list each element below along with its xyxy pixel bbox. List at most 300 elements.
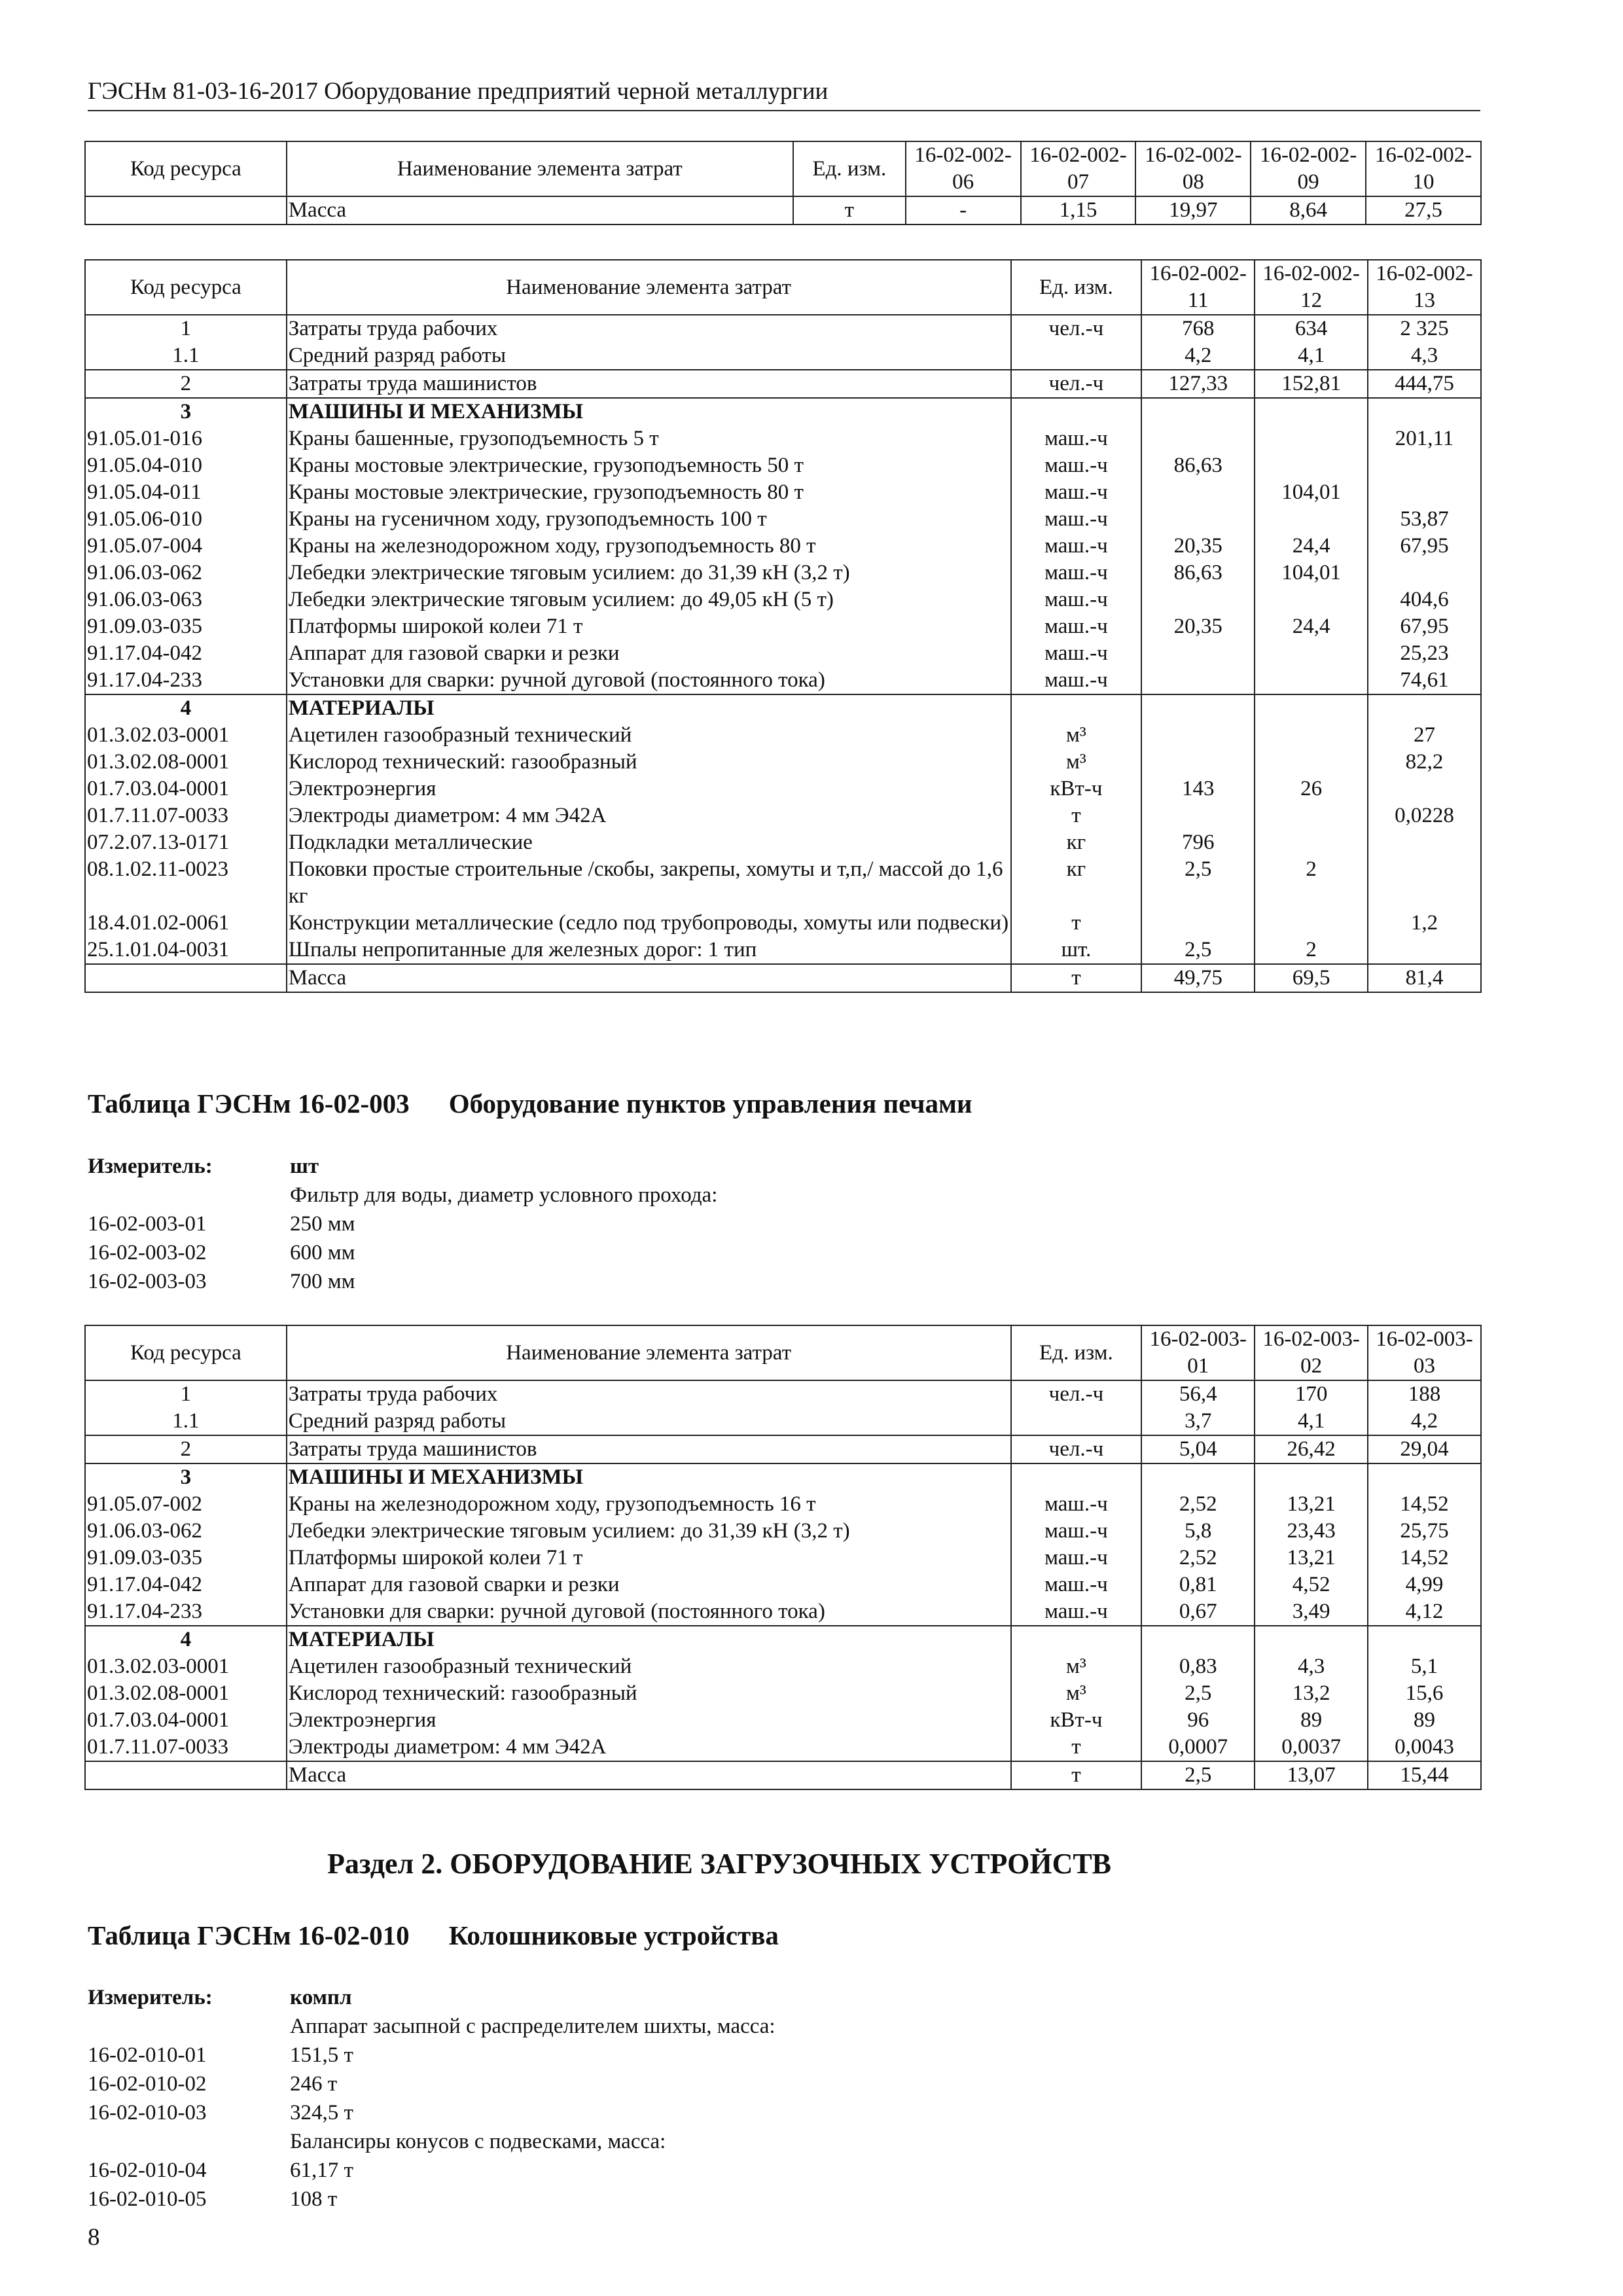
row-value: 20,35 <box>1141 613 1255 640</box>
row-value <box>1368 452 1481 479</box>
norm-code <box>88 2012 290 2041</box>
row-code: 91.05.01-016 <box>85 425 287 452</box>
row-value: 2 325 <box>1368 315 1481 342</box>
table-row <box>85 586 1481 613</box>
row-value <box>1255 694 1368 722</box>
table-title-text: Оборудование пунктов управления печами <box>448 1088 972 1119</box>
table-row <box>85 910 1481 937</box>
measure-line <box>88 2185 776 2214</box>
row-code: 91.17.04-042 <box>85 1571 287 1598</box>
row-value <box>1141 398 1255 425</box>
table-row <box>85 964 1481 992</box>
col-header-value: 16-02-003-01 <box>1141 1325 1255 1380</box>
row-unit: маш.-ч <box>1011 1545 1142 1571</box>
row-code: 01.7.03.04-0001 <box>85 1707 287 1734</box>
row-code: 1 <box>85 315 287 342</box>
norm-code: 16-02-010-01 <box>88 2043 207 2067</box>
row-value: 201,11 <box>1368 425 1481 452</box>
norm-description: 600 мм <box>290 1241 355 1265</box>
col-header-unit: Ед. изм. <box>1011 260 1142 315</box>
row-value: 0,0043 <box>1368 1734 1481 1761</box>
table-row <box>85 1653 1481 1680</box>
row-unit: кг <box>1011 856 1142 910</box>
row-unit: кВт-ч <box>1011 1707 1142 1734</box>
col-header-value: 16-02-003-03 <box>1368 1325 1481 1380</box>
row-code: 01.7.11.07-0033 <box>85 1734 287 1761</box>
row-unit: маш.-ч <box>1011 1598 1142 1626</box>
row-value: 2 <box>1255 937 1368 964</box>
row-unit: кг <box>1011 829 1142 856</box>
norm-code <box>88 2127 290 2156</box>
col-header-value: 16-02-002-07 <box>1021 141 1136 196</box>
norm-description: 324,5 т <box>290 2101 353 2125</box>
table-row <box>85 1408 1481 1435</box>
row-name: Электроды диаметром: 4 мм Э42А <box>287 1734 1011 1761</box>
row-value: 27,5 <box>1366 196 1481 224</box>
row-value <box>1141 667 1255 694</box>
row-name: Платформы широкой колеи 71 т <box>287 613 1011 640</box>
table-row <box>85 1435 1481 1463</box>
row-value <box>1255 452 1368 479</box>
measure-line <box>88 2098 776 2127</box>
row-code: 01.3.02.08-0001 <box>85 1680 287 1707</box>
row-value <box>1141 640 1255 667</box>
col-header-code: Код ресурса <box>85 1325 287 1380</box>
row-value: 2 <box>1255 856 1368 910</box>
row-unit: м³ <box>1011 749 1142 776</box>
row-value: 96 <box>1141 1707 1255 1734</box>
row-name: Шпалы непропитанные для железных дорог: 1 тип <box>287 937 1011 964</box>
table-row <box>85 560 1481 586</box>
row-value <box>1255 829 1368 856</box>
row-value: 89 <box>1255 1707 1368 1734</box>
row-value: 13,21 <box>1255 1491 1368 1518</box>
row-unit: маш.-ч <box>1011 1518 1142 1545</box>
measure-line <box>88 2156 776 2185</box>
row-value <box>1141 694 1255 722</box>
measure-label: Измеритель: <box>88 1155 213 1178</box>
row-value <box>1255 1626 1368 1653</box>
row-value <box>1255 1463 1368 1491</box>
row-code: 1.1 <box>85 342 287 370</box>
row-value: 26 <box>1255 776 1368 802</box>
table-row <box>85 1680 1481 1707</box>
row-name: Средний разряд работы <box>287 1408 1011 1435</box>
row-unit: маш.-ч <box>1011 452 1142 479</box>
row-value <box>1141 722 1255 749</box>
row-unit: маш.-ч <box>1011 560 1142 586</box>
row-name: Масса <box>287 1761 1011 1789</box>
row-value <box>1255 425 1368 452</box>
row-value: 82,2 <box>1368 749 1481 776</box>
norm-code: 16-02-010-04 <box>88 2159 207 2182</box>
row-value: 0,81 <box>1141 1571 1255 1598</box>
col-header-unit: Ед. изм. <box>793 141 906 196</box>
row-value <box>1141 910 1255 937</box>
row-unit: чел.-ч <box>1011 1380 1142 1408</box>
row-name: Электроды диаметром: 4 мм Э42А <box>287 802 1011 829</box>
row-value: 86,63 <box>1141 560 1255 586</box>
table-row <box>85 1626 1481 1653</box>
col-header-name: Наименование элемента затрат <box>287 260 1011 315</box>
row-value <box>1255 506 1368 533</box>
row-code: 08.1.02.11-0023 <box>85 856 287 910</box>
row-name: Установки для сварки: ручной дуговой (постоянного тока) <box>287 1598 1011 1626</box>
row-value: 0,0228 <box>1368 802 1481 829</box>
row-name: Конструкции металлические (седло под трубопроводы, хомуты или подвески) <box>287 910 1011 937</box>
row-value: 49,75 <box>1141 964 1255 992</box>
row-code: 4 <box>85 694 287 722</box>
row-value: 634 <box>1255 315 1368 342</box>
row-name: Аппарат для газовой сварки и резки <box>287 640 1011 667</box>
measure-line <box>88 1210 717 1238</box>
row-name: Краны мостовые электрические, грузоподъемность 80 т <box>287 479 1011 506</box>
section-title: Раздел 2. ОБОРУДОВАНИЕ ЗАГРУЗОЧНЫХ УСТРОЙСТВ <box>327 1848 1112 1880</box>
row-name: Подкладки металлические <box>287 829 1011 856</box>
row-value: 444,75 <box>1368 370 1481 398</box>
row-unit: м³ <box>1011 722 1142 749</box>
norm-code: 16-02-010-02 <box>88 2072 207 2096</box>
col-header-value: 16-02-002-12 <box>1255 260 1368 315</box>
row-code: 91.17.04-233 <box>85 1598 287 1626</box>
row-value <box>1368 856 1481 910</box>
row-name: Масса <box>287 964 1011 992</box>
table-row <box>85 694 1481 722</box>
col-header-value: 16-02-002-09 <box>1251 141 1366 196</box>
row-value: 53,87 <box>1368 506 1481 533</box>
table-16-02-002-11-13 <box>84 259 1482 993</box>
row-value: 404,6 <box>1368 586 1481 613</box>
col-header-value: 16-02-002-06 <box>906 141 1021 196</box>
row-unit: кВт-ч <box>1011 776 1142 802</box>
row-value: 56,4 <box>1141 1380 1255 1408</box>
row-value: 26,42 <box>1255 1435 1368 1463</box>
col-header-value: 16-02-002-11 <box>1141 260 1255 315</box>
row-unit: м³ <box>1011 1653 1142 1680</box>
row-unit: т <box>1011 910 1142 937</box>
row-value <box>1368 560 1481 586</box>
row-value: 104,01 <box>1255 560 1368 586</box>
table-title-16-02-010 <box>88 1920 779 1951</box>
table-16-02-003 <box>84 1325 1482 1790</box>
row-unit: маш.-ч <box>1011 479 1142 506</box>
table-row <box>85 613 1481 640</box>
measure-line <box>88 2012 776 2041</box>
measure-line <box>88 2127 776 2156</box>
row-value: 25,75 <box>1368 1518 1481 1545</box>
norm-code <box>88 1181 290 1210</box>
row-unit: т <box>1011 964 1142 992</box>
row-unit: маш.-ч <box>1011 1571 1142 1598</box>
row-unit <box>1011 694 1142 722</box>
table-row <box>85 452 1481 479</box>
row-code: 91.06.03-063 <box>85 586 287 613</box>
row-value: 152,81 <box>1255 370 1368 398</box>
row-name: Средний разряд работы <box>287 342 1011 370</box>
row-code: 91.06.03-062 <box>85 560 287 586</box>
norm-description: 151,5 т <box>290 2043 353 2067</box>
row-code: 91.05.07-002 <box>85 1491 287 1518</box>
row-value <box>1141 802 1255 829</box>
row-value: 69,5 <box>1255 964 1368 992</box>
measure-line <box>88 1181 717 1210</box>
table-row <box>85 506 1481 533</box>
row-value <box>1368 1626 1481 1653</box>
row-value <box>1368 776 1481 802</box>
row-unit: шт. <box>1011 937 1142 964</box>
row-code: 01.3.02.03-0001 <box>85 1653 287 1680</box>
measure-line <box>88 1267 717 1296</box>
row-value <box>1141 586 1255 613</box>
row-value: 5,8 <box>1141 1518 1255 1545</box>
table-row <box>85 479 1481 506</box>
row-value <box>1368 694 1481 722</box>
row-unit <box>1011 1626 1142 1653</box>
row-value: 27 <box>1368 722 1481 749</box>
row-value: 13,21 <box>1255 1545 1368 1571</box>
table-row <box>85 398 1481 425</box>
col-header-value: 16-02-003-02 <box>1255 1325 1368 1380</box>
row-value <box>1368 398 1481 425</box>
row-name: Затраты труда рабочих <box>287 1380 1011 1408</box>
norm-description: 108 т <box>290 2187 338 2211</box>
row-value <box>1141 1463 1255 1491</box>
row-unit <box>1011 1463 1142 1491</box>
row-value: 4,3 <box>1255 1653 1368 1680</box>
row-unit: т <box>793 196 906 224</box>
row-unit <box>1011 342 1142 370</box>
row-name: Лебедки электрические тяговым усилием: до 31,39 кН (3,2 т) <box>287 1518 1011 1545</box>
row-value: 4,1 <box>1255 1408 1368 1435</box>
row-value: 796 <box>1141 829 1255 856</box>
row-name: Масса <box>287 196 793 224</box>
table-row <box>85 342 1481 370</box>
row-value <box>1141 425 1255 452</box>
measure-label: Измеритель: <box>88 1986 213 2009</box>
row-code <box>85 1761 287 1789</box>
row-value <box>1255 640 1368 667</box>
row-code: 3 <box>85 398 287 425</box>
row-value: 13,2 <box>1255 1680 1368 1707</box>
table-row <box>85 1545 1481 1571</box>
row-name: Электроэнергия <box>287 776 1011 802</box>
row-code: 91.09.03-035 <box>85 1545 287 1571</box>
row-name: МАТЕРИАЛЫ <box>287 1626 1011 1653</box>
row-value: 0,83 <box>1141 1653 1255 1680</box>
row-value <box>1141 506 1255 533</box>
row-value: 24,4 <box>1255 613 1368 640</box>
table-row <box>85 1761 1481 1789</box>
table-row <box>85 1463 1481 1491</box>
row-name: МАТЕРИАЛЫ <box>287 694 1011 722</box>
row-value: 67,95 <box>1368 613 1481 640</box>
row-value: 19,97 <box>1135 196 1251 224</box>
row-value: 5,1 <box>1368 1653 1481 1680</box>
table-row <box>85 533 1481 560</box>
row-code: 4 <box>85 1626 287 1653</box>
table-row <box>85 1571 1481 1598</box>
row-unit: чел.-ч <box>1011 370 1142 398</box>
row-code: 91.06.03-062 <box>85 1518 287 1545</box>
row-name: Поковки простые строительные /скобы, закрепы, хомуты и т,п,/ массой до 1,6 кг <box>287 856 1011 910</box>
row-unit: маш.-ч <box>1011 1491 1142 1518</box>
row-value: 29,04 <box>1368 1435 1481 1463</box>
row-name: Кислород технический: газообразный <box>287 1680 1011 1707</box>
row-value: 1,2 <box>1368 910 1481 937</box>
col-header-value: 16-02-002-08 <box>1135 141 1251 196</box>
row-unit: маш.-ч <box>1011 425 1142 452</box>
table-row <box>85 802 1481 829</box>
row-unit: чел.-ч <box>1011 1435 1142 1463</box>
row-value <box>1255 722 1368 749</box>
row-value: 4,12 <box>1368 1598 1481 1626</box>
col-header-code: Код ресурса <box>85 141 287 196</box>
row-name: Кислород технический: газообразный <box>287 749 1011 776</box>
table-title-number: Таблица ГЭСНм 16-02-010 <box>88 1920 410 1950</box>
norm-code: 16-02-003-02 <box>88 1241 207 1265</box>
row-unit: маш.-ч <box>1011 506 1142 533</box>
table-row <box>85 667 1481 694</box>
row-name: Краны башенные, грузоподъемность 5 т <box>287 425 1011 452</box>
row-value: 5,04 <box>1141 1435 1255 1463</box>
row-value: 2,52 <box>1141 1491 1255 1518</box>
row-value <box>1255 910 1368 937</box>
norm-code: 16-02-010-05 <box>88 2187 207 2211</box>
row-code: 91.17.04-233 <box>85 667 287 694</box>
row-unit: маш.-ч <box>1011 667 1142 694</box>
row-value: 170 <box>1255 1380 1368 1408</box>
norm-description: 250 мм <box>290 1212 355 1236</box>
norm-code: 16-02-010-03 <box>88 2101 207 2125</box>
row-value: 0,0007 <box>1141 1734 1255 1761</box>
table-row <box>85 196 1481 224</box>
table-row <box>85 856 1481 910</box>
row-unit: маш.-ч <box>1011 533 1142 560</box>
row-value: 24,4 <box>1255 533 1368 560</box>
row-code: 25.1.01.04-0031 <box>85 937 287 964</box>
row-value: 81,4 <box>1368 964 1481 992</box>
row-value: 188 <box>1368 1380 1481 1408</box>
table-row <box>85 1491 1481 1518</box>
norm-description: Фильтр для воды, диаметр условного прохода: <box>290 1183 718 1207</box>
row-value <box>1368 479 1481 506</box>
row-value: 1,15 <box>1021 196 1136 224</box>
measure-block-003 <box>88 1152 717 1296</box>
measure-line <box>88 1238 717 1267</box>
norm-code: 16-02-003-01 <box>88 1212 207 1236</box>
table-row <box>85 1598 1481 1626</box>
measure-line <box>88 2041 776 2070</box>
row-unit: м³ <box>1011 1680 1142 1707</box>
table-title-16-02-003 <box>88 1088 972 1119</box>
row-value: 3,7 <box>1141 1408 1255 1435</box>
row-name: Ацетилен газообразный технический <box>287 722 1011 749</box>
row-value <box>1255 802 1368 829</box>
table-row <box>85 829 1481 856</box>
col-header-value: 16-02-002-13 <box>1368 260 1481 315</box>
col-header-code: Код ресурса <box>85 260 287 315</box>
table-title-text: Колошниковые устройства <box>448 1920 779 1950</box>
row-value: 13,07 <box>1255 1761 1368 1789</box>
norm-description: Аппарат засыпной с распределителем шихты, масса: <box>290 2015 776 2038</box>
row-code: 01.3.02.03-0001 <box>85 722 287 749</box>
row-name: Затраты труда рабочих <box>287 315 1011 342</box>
row-value: 89 <box>1368 1707 1481 1734</box>
row-value <box>1141 479 1255 506</box>
row-value: 4,99 <box>1368 1571 1481 1598</box>
col-header-name: Наименование элемента затрат <box>287 141 793 196</box>
col-header-value: 16-02-002-10 <box>1366 141 1481 196</box>
row-value <box>1368 829 1481 856</box>
row-value: 4,2 <box>1141 342 1255 370</box>
row-value: 4,2 <box>1368 1408 1481 1435</box>
row-value: 15,44 <box>1368 1761 1481 1789</box>
table-row <box>85 315 1481 342</box>
norm-description: 61,17 т <box>290 2159 353 2182</box>
table-row <box>85 1734 1481 1761</box>
row-value: 23,43 <box>1255 1518 1368 1545</box>
row-value <box>1141 1626 1255 1653</box>
row-unit <box>1011 398 1142 425</box>
row-unit: чел.-ч <box>1011 315 1142 342</box>
row-unit: маш.-ч <box>1011 640 1142 667</box>
row-value <box>1255 749 1368 776</box>
row-value: 143 <box>1141 776 1255 802</box>
row-name: Краны на гусеничном ходу, грузоподъемность 100 т <box>287 506 1011 533</box>
row-value: 0,67 <box>1141 1598 1255 1626</box>
row-name: Краны на железнодорожном ходу, грузоподъемность 16 т <box>287 1491 1011 1518</box>
row-unit: т <box>1011 802 1142 829</box>
row-value: 2,5 <box>1141 856 1255 910</box>
col-header-name: Наименование элемента затрат <box>287 1325 1011 1380</box>
row-value <box>1141 749 1255 776</box>
table-row <box>85 1380 1481 1408</box>
row-code: 91.05.07-004 <box>85 533 287 560</box>
row-name: Затраты труда машинистов <box>287 370 1011 398</box>
row-value: 8,64 <box>1251 196 1366 224</box>
row-value: 25,23 <box>1368 640 1481 667</box>
row-name: Ацетилен газообразный технический <box>287 1653 1011 1680</box>
row-value: - <box>906 196 1021 224</box>
row-unit: маш.-ч <box>1011 586 1142 613</box>
row-name: Лебедки электрические тяговым усилием: до 49,05 кН (5 т) <box>287 586 1011 613</box>
row-unit: т <box>1011 1761 1142 1789</box>
row-value: 20,35 <box>1141 533 1255 560</box>
row-value: 2,5 <box>1141 1680 1255 1707</box>
row-code: 1 <box>85 1380 287 1408</box>
measure-unit: компл <box>290 1986 352 2009</box>
page-number: 8 <box>88 2224 100 2251</box>
measure-unit: шт <box>290 1155 319 1178</box>
row-value <box>1368 937 1481 964</box>
row-code: 07.2.07.13-0171 <box>85 829 287 856</box>
row-value <box>1255 398 1368 425</box>
measure-line <box>88 2070 776 2098</box>
row-code: 91.09.03-035 <box>85 613 287 640</box>
row-code: 2 <box>85 370 287 398</box>
table-row <box>85 722 1481 749</box>
row-name: МАШИНЫ И МЕХАНИЗМЫ <box>287 1463 1011 1491</box>
row-value: 4,1 <box>1255 342 1368 370</box>
table-row <box>85 370 1481 398</box>
row-value: 768 <box>1141 315 1255 342</box>
row-name: Электроэнергия <box>287 1707 1011 1734</box>
row-name: Краны на железнодорожном ходу, грузоподъемность 80 т <box>287 533 1011 560</box>
row-code <box>85 964 287 992</box>
row-name: Платформы широкой колеи 71 т <box>287 1545 1011 1571</box>
row-value: 3,49 <box>1255 1598 1368 1626</box>
row-code: 91.17.04-042 <box>85 640 287 667</box>
